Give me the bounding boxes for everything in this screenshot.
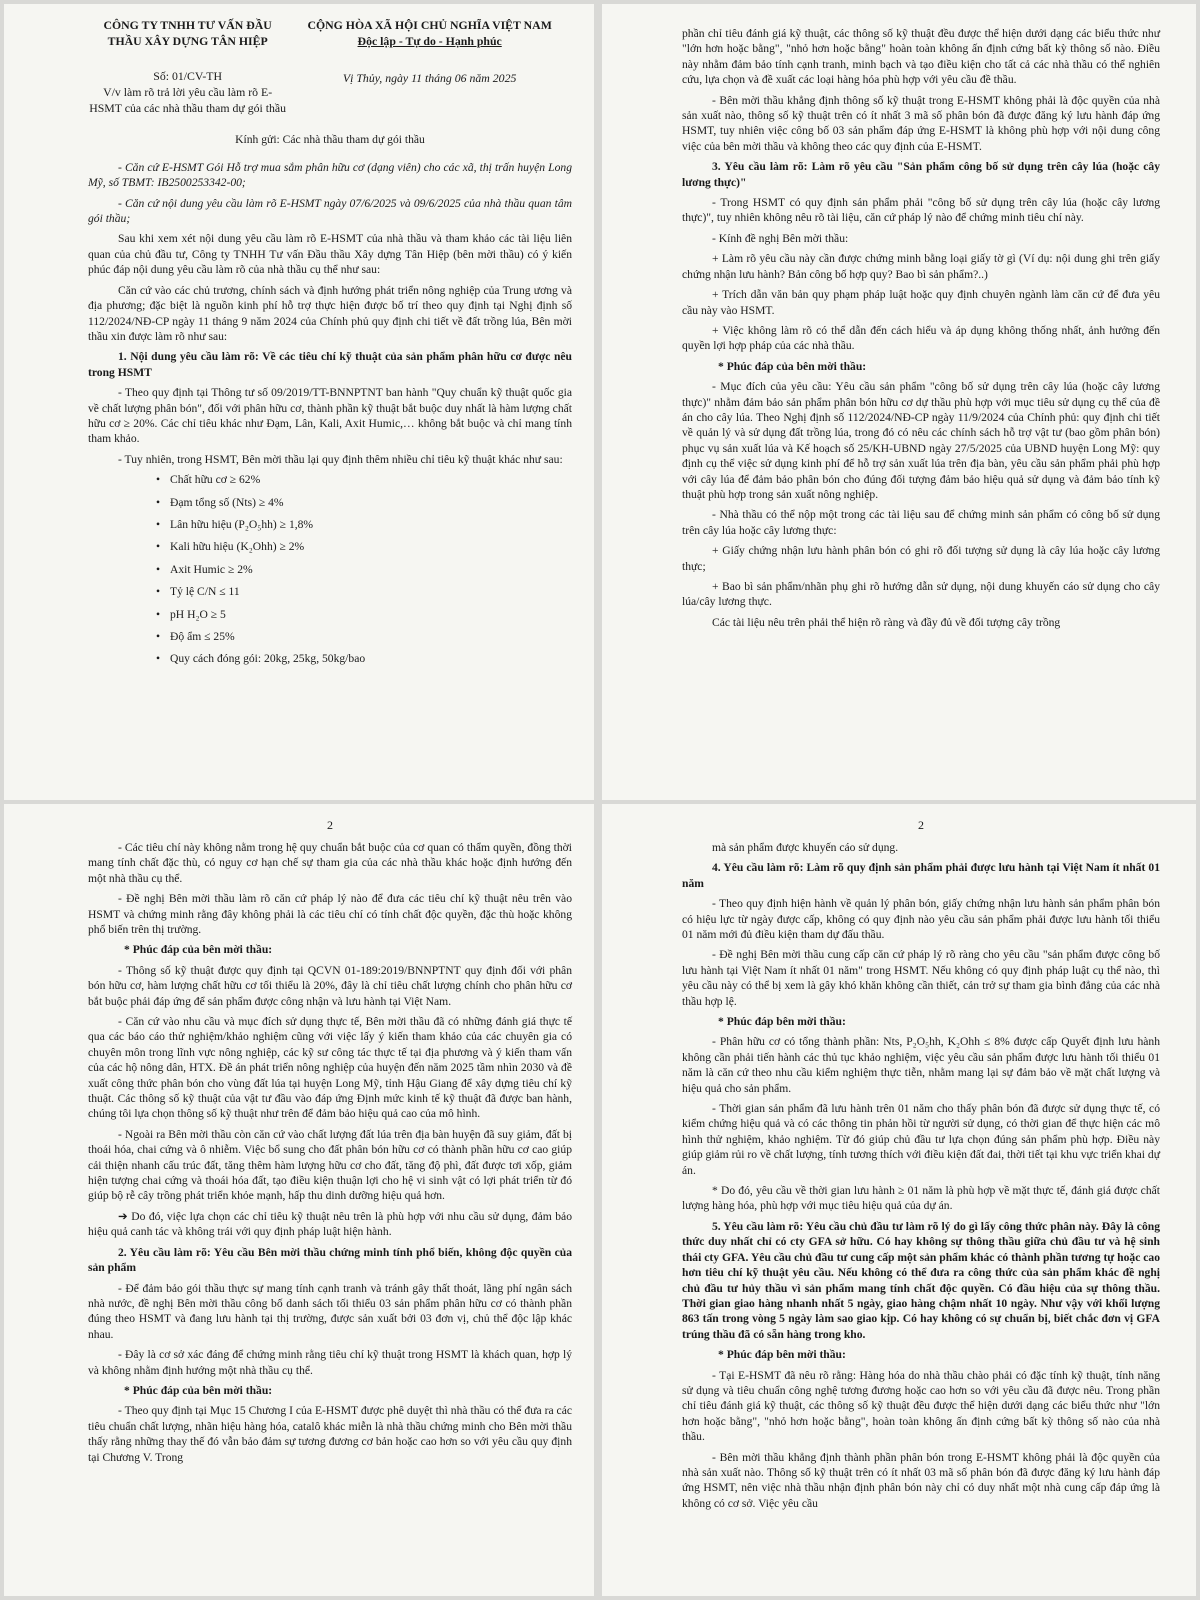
affirmation-paragraph: - Bên mời thầu khẳng định thông số kỹ thuật trong E-HSMT không phải là độc quyền của nhà sản xuất nào, thông số kỹ thuật trên có ít nhất 3 mã số phân bón đã được đăng ký lưu hành đáp ứng HSMT, tuy nhiên việc công bố 03 sản phẩm đáp ứng E-HSMT là không phù hợp với nội dung công việc của bên mời thầu và không theo các quy định của E-HSMT. [682, 93, 1160, 153]
nation-block [287, 18, 572, 116]
spec-item: • Lân hữu hiệu (P₂O₅hh) ≥ 1,8% [170, 517, 572, 532]
section-heading-2: 2. Yêu cầu làm rõ: Yêu cầu Bên mời thầu chứng minh tính phổ biến, không độc quyền của sản phẩm [88, 1245, 572, 1275]
document-page-2 [602, 4, 1196, 800]
therefore-paragraph: * Do đó, yêu cầu về thời gian lưu hành ≥ 01 năm là phù hợp về mặt thực tế, đánh giá được chất lượng hàng hóa, phù hợp với mục tiêu hiệu quả của dự án. [682, 1184, 1160, 1213]
section-heading-3: 3. Yêu cầu làm rõ: Làm rõ yêu cầu "Sản phẩm công bố sử dụng trên cây lúa (hoặc cây lương thực)" [682, 160, 1160, 189]
request-basis-paragraph: - Đề nghị Bên mời thầu làm rõ căn cứ pháp lý nào để đưa các tiêu chí kỹ thuật nêu trên vào HSMT và chứng minh rằng đây không phải là các tiêu chí có tính chất độc quyền, đặc thù hoặc không phổ biến trên thị trường. [88, 892, 572, 936]
request-paragraph: - Đề nghị Bên mời thầu cung cấp căn cứ pháp lý rõ ràng cho yêu cầu "sản phẩm được công bố lưu hành tại Việt Nam ít nhất 01 năm" trong HSMT. Nếu không có quy định pháp luật cụ thể nào, thì yêu cầu này có thể bị xem là gây khó khăn không cần thiết, cản trở sự tham gia bình đẳng của các nhà thầu hợp lệ. [682, 948, 1160, 1008]
affirmation-paragraph: - Bên mời thầu khẳng định thành phần phân bón trong E-HSMT không phải là độc quyền của nhà sản xuất nào. Thông số kỹ thuật trên có ít nhất 03 mã số phân bón đã được đăng ký lưu hành đáp ứng HSMT, nên việc nhà thầu nhận định phân bón này chỉ có duy nhất một nhà cung cấp đáp ứng là không có cơ sở. Việc yêu cầu [682, 1450, 1160, 1510]
national-motto: Độc lập - Tự do - Hạnh phúc [357, 33, 502, 48]
reply-label: * Phúc đáp của bên mời thầu: [124, 1383, 273, 1397]
spec-item: • Kali hữu hiệu (K₂Ohh) ≥ 2% [170, 539, 572, 554]
spec-item: • Chất hữu cơ ≥ 62% [170, 472, 572, 487]
document-option-2: + Bao bì sản phẩm/nhãn phụ ghi rõ hướng dẫn sử dụng, nội dung khuyến cáo sử dụng cho cây lúa/cây lương thực. [682, 580, 1160, 609]
formula-paragraph: - Phân hữu cơ có tổng thành phần: Nts, P₂O₅hh, K₂Ohh ≤ 8% được cấp Quyết định lưu hành không cần phải tiến hành các thủ tục khảo nghiệm, việc yêu cầu sản phẩm được lưu hành tối thiểu 01 năm là căn cứ theo nhu cầu kiểm nghiệm thực tiễn, nhằm mang lại sự đảm bảo về mặt chất lượng và hiệu quả cho sản phẩm. [682, 1035, 1160, 1095]
continued-paragraph: phần chỉ tiêu đánh giá kỹ thuật, các thông số kỹ thuật đều được thể hiện dưới dạng các biểu thức như "lớn hơn hoặc bằng", "nhỏ hơn hoặc bằng" hoàn toàn không ấn định cứng bất kỳ thông số nào. Điều này nhằm đảm bảo tính cạnh tranh, minh bạch và tạo điều kiện cho tất cả các nhà thầu có thể nghiên cứu, lựa chọn và đề xuất các loại hàng hóa phù hợp với yêu cầu đề thầu. [682, 27, 1160, 87]
time-paragraph: - Thời gian sản phẩm đã lưu hành trên 01 năm cho thấy phân bón đã được sử dụng thực tế, có kiểm chứng hiệu quả và có các thông tin phản hồi từ người sử dụng, có thời gian để thực hiện các mô hình thử nghiệm, khảo nghiệm. Từ đó giúp chủ đầu tư lựa chọn đúng sản phẩm phù hợp. Điều này giúp giảm rủi ro về chất lượng, tính tương thích với điều kiện đất đai, thời tiết tại khu vực triển khai dự án. [682, 1102, 1160, 1177]
company-block [88, 18, 287, 116]
spec-item: • Đạm tổng số (Nts) ≥ 4% [170, 495, 572, 510]
basis-paragraph: - Đây là cơ sở xác đáng để chứng minh rằng tiêu chí kỹ thuật trong HSMT là khách quan, hợp lý và không nhằm định hướng một nhà thầu cụ thể. [88, 1348, 572, 1377]
greeting: Kính gửi: Các nhà thầu tham dự gói thầu [235, 133, 425, 147]
however-paragraph: - Tuy nhiên, trong HSMT, Bên mời thầu lại quy định thêm nhiều chỉ tiêu kỹ thuật khác như sau: [118, 452, 563, 466]
intro-paragraph: Sau khi xem xét nội dung yêu cầu làm rõ E-HSMT của nhà thầu và tham khảo các tài liệu liên quan của chủ đầu tư, Công ty TNHH Tư vấn Đầu thầu Xây dựng Tân Hiệp (bên mời thầu) có ý kiến phúc đáp nội dung yêu cầu làm rõ của nhà thầu cụ thể như sau: [88, 232, 572, 277]
letter-date: Vị Thủy, ngày 11 tháng 06 năm 2025 [342, 71, 517, 86]
section-heading-5: 5. Yêu cầu làm rõ: Yêu cầu chủ đầu tư làm rõ lý do gì lấy công thức phân này. Đây là công thức duy nhất chỉ có cty GFA sở hữu. Có hay không sự thông thầu giữa chủ đầu tư và hệ sinh thái cty GFA. Yêu cầu chủ đầu tư cung cấp một sản phẩm khác có thành phần tương tự hoặc cao hơn tiêu chí kỹ thuật yêu cầu. Nếu không có thể đưa ra công thức của sản phẩm khác đề nghị chủ đầu tư hủy thầu vì sản phẩm mang tính chất độc quyền. Có đầu hiệu của sự thông thầu. Thời gian giao hàng nhanh nhất 5 ngày, giao hàng chậm nhất 10 ngày. Như vậy với khối lượng 863 tấn trong vòng 5 ngày làm sao giao kịp. Có hay không có sự chuẩn bị, biết chắc đơn vị GFA trúng thầu đã có sẵn hàng trong kho. [682, 1219, 1160, 1341]
section15-paragraph: - Theo quy định tại Mục 15 Chương I của E-HSMT được phê duyệt thì nhà thầu có thể đưa ra các tiêu chuẩn chất lượng, nhãn hiệu hàng hóa, catalô khác miễn là nhà thầu chứng minh cho Bên mời thầu thấy rằng những thay thế đó vẫn bảo đảm sự tương đương cơ bản hoặc cao hơn so với yêu cầu quy định tại Chương V. Trong [88, 1404, 572, 1464]
documents-clarity-paragraph: Các tài liệu nêu trên phải thể hiện rõ ràng và đầy đủ về đối tượng cây trồng [712, 615, 1061, 629]
spec-item: • Axit Humic ≥ 2% [170, 562, 572, 577]
subject-line: V/v làm rõ trả lời yêu cầu làm rõ E-HSMT của các nhà thầu tham dự gói thầu [89, 85, 287, 115]
context-paragraph: Căn cứ vào các chủ trương, chính sách và định hướng phát triển nông nghiệp của Trung ương và địa phương; đặc biệt là nguồn kinh phí hỗ trợ thực hiện được bố trí theo quy định tại Nghị định số 112/2024/NĐ-CP ngày 11 tháng 9 năm 2024 của Chính phủ quy định chi tiết về đất trồng lúa, Bên mời thầu xin được làm rõ như sau: [88, 283, 572, 343]
reply-label: * Phúc đáp bên mời thầu: [718, 1015, 846, 1029]
not-mandatory-paragraph: - Các tiêu chí này không nằm trong hệ quy chuẩn bắt buộc của cơ quan có thẩm quyền, đồng thời mang tính chất đặc thù, có nguy cơ hạn chế sự tham gia của các nhà thầu khác hoặc định hướng đến một nhà thầu cụ thể. [88, 840, 572, 885]
qcvn-paragraph: - Thông số kỹ thuật được quy định tại QCVN 01-189:2019/BNNPTNT quy định đối với phân bón hữu cơ, hàm lượng chất hữu cơ tối thiểu là 20%, đây là chỉ tiêu chất lượng chính cho phân hữu cơ bắt buộc phải đáp ứng để sản phẩm được công nhận và lưu hành tại Việt Nam. [88, 963, 572, 1008]
document-option-1: + Giấy chứng nhận lưu hành phân bón có ghi rõ đối tượng sử dụng là cây lúa hoặc cây lương thực; [682, 544, 1160, 573]
document-page-1 [4, 4, 594, 800]
request-item-1: + Làm rõ yêu cầu này cần được chứng minh bằng loại giấy tờ gì (Ví dụ: nội dung ghi trên giấy chứng nhận lưu hành? Bản công bố hợp quy? Bao bì sản phẩm?..) [682, 252, 1160, 281]
spec-item: • Tỷ lệ C/N ≤ 11 [170, 584, 572, 599]
company-name-line1: CÔNG TY TNHH TƯ VẤN ĐẦU [103, 18, 272, 32]
request-item-2: + Trích dẫn văn bản quy phạm pháp luật hoặc quy định chuyên ngành làm căn cứ để đưa yêu cầu này vào HSMT. [682, 288, 1160, 317]
reply-label: * Phúc đáp của bên mời thầu: [718, 359, 867, 373]
section-heading-1: 1. Nội dung yêu cầu làm rõ: Về các tiêu chí kỹ thuật của sản phẩm phân hữu cơ được nêu trong HSMT [88, 350, 572, 379]
legal-basis-1: - Căn cứ E-HSMT Gói Hỗ trợ mua sắm phân hữu cơ (dạng viên) cho các xã, thị trấn huyện Long Mỹ, số TBMT: IB2500253342-00; [88, 160, 572, 190]
continued-paragraph: mà sản phẩm được khuyến cáo sử dụng. [712, 840, 899, 854]
needs-paragraph: - Căn cứ vào nhu cầu và mục đích sử dụng thực tế, Bên mời thầu đã có những đánh giá thực tế qua các báo cáo thử nghiệm/khảo nghiệm cũng với việc lấy ý kiến tham khảo của các chuyên gia có chuyên môn trong lĩnh vực nông nghiệp, các kỹ sư công tác thực tế tại địa phương và ý kiến tham vấn của các hộ nông dân, HTX. Đề án phát triển nông nghiệp của huyện đến năm 2025 tầm nhìn 2030 và đề xuất công thức phân bón cho vùng đất lúa tại huyện Long Mỹ, tỉnh Hậu Giang để xây dựng tiêu chí kỹ thuật. Các thông số kỹ thuật của vật tư đầu vào đáp ứng Định mức kinh tế kỹ thuật đã được ban hành, chúng tôi lựa chọn thông số kỹ thuật như trên để đảm bảo hiệu quả cao của mô hình. [88, 1015, 572, 1121]
document-page-4 [602, 804, 1196, 1596]
document-page-3 [4, 804, 594, 1596]
reference-number: Số: 01/CV-TH [153, 69, 223, 84]
section-heading-4: 4. Yêu cầu làm rõ: Làm rõ quy định sản phẩm phải được lưu hành tại Việt Nam ít nhất 01 năm [682, 861, 1160, 890]
purpose-paragraph: - Mục đích của yêu cầu: Yêu cầu sản phẩm "công bố sử dụng trên cây lúa (hoặc cây lương thực)" nhằm đảm bảo sản phẩm phân bón hữu cơ dự thầu phù hợp với mục tiêu sử dụng cụ thể của đề án cho cây lúa. Theo Nghị định số 112/2024/NĐ-CP ngày 11/9/2024 của Chính phủ: quy định chi tiết về quản lý và sử dụng đất trồng lúa, trong đó có nêu các chính sách hỗ trợ vật tư (bao gồm phân bón) phục vụ sản xuất lúa và Kế hoạch số 25/KH-UBND ngày 27/5/2025 của UBND huyện Long Mỹ: quy định cụ thể việc sử dụng kinh phí để hỗ trợ sản xuất lúa trên địa bàn, yêu cầu sản phẩm phải phù hợp với cây lúa để đảm bảo phân bón cho đúng đối tượng đảm bảo hiệu quả sử dụng và đảm bảo tính kỹ thuật phù hợp trong sản xuất nông nghiệp. [682, 380, 1160, 501]
hsmt-paragraph: - Trong HSMT có quy định sản phẩm phải "công bố sử dụng trên cây lúa (hoặc cây lương thực)", tuy nhiên không nêu rõ tài liệu, căn cứ pháp lý nào để chứng minh tiêu chí này. [682, 196, 1160, 225]
law-paragraph: - Theo quy định hiện hành về quản lý phân bón, giấy chứng nhận lưu hành sản phẩm phân bón có hiệu lực từ ngày được cấp, không có quy định nào yêu cầu sản phẩm phải được lưu hành tối thiểu 01 năm mới đủ điều kiện tham dự đấu thầu. [682, 897, 1160, 941]
reply-label: * Phúc đáp của bên mời thầu: [124, 943, 273, 957]
spec-item: • Độ ẩm ≤ 25% [170, 629, 572, 644]
reply-label: * Phúc đáp bên mời thầu: [718, 1348, 846, 1362]
soil-paragraph: - Ngoài ra Bên mời thầu còn căn cứ vào chất lượng đất lúa trên địa bàn huyện đã suy giảm, đất bị thoái hóa, chai cứng và ô nhiễm. Việc bổ sung cho đất phân bón hữu cơ có thành phần hữu cơ cao giúp cải thiện nhanh cấu trúc đất, tăng thêm hàm lượng hữu cơ cho đất, tăng độ phì, đất được tơi xốp, giảm hiện tượng chai cứng và thoái hóa đất, tạo điều kiện thuận lợi cho hệ vi sinh vật có lợi phát triển từ đó giúp bộ rễ cây trồng phát triển khỏe mạnh, hấp thu dinh dưỡng hiệu quả hơn. [88, 1127, 572, 1203]
request-item-3: + Việc không làm rõ có thể dẫn đến cách hiểu và áp dụng không thống nhất, ảnh hưởng đến quyền lợi hợp pháp của các nhà thầu. [682, 323, 1160, 353]
submit-paragraph: - Nhà thầu có thể nộp một trong các tài liệu sau để chứng minh sản phẩm có công bố sử dụng trên cây lúa hoặc cây lương thực: [682, 508, 1160, 537]
ehsmt-paragraph: - Tại E-HSMT đã nêu rõ rằng: Hàng hóa do nhà thầu chào phải có đặc tính kỹ thuật, tính năng sử dụng và tiêu chuẩn công nghệ tương đương hoặc cao hơn so với yêu cầu đã được nêu. Trong phần chỉ tiêu đánh giá kỹ thuật, các thông số kỹ thuật đều được thể hiện dưới dạng các biểu thức như "lớn hơn hoặc bằng", "nhỏ hơn hoặc bằng", hoàn toàn không ấn định cứng bất kỳ thông số nào của nhà thầu. [682, 1368, 1160, 1444]
conclusion-paragraph: ➔ Do đó, việc lựa chọn các chỉ tiêu kỹ thuật nêu trên là phù hợp với nhu cầu sử dụng, đảm bảo hiệu quả canh tác và không trái với quy định pháp luật hiện hành. [88, 1209, 572, 1239]
page-number: 2 [327, 818, 333, 832]
spec-item: • Quy cách đóng gói: 20kg, 25kg, 50kg/bao [170, 651, 572, 666]
nation-name: CỘNG HÒA XÃ HỘI CHỦ NGHĨA VIỆT NAM [307, 18, 552, 32]
legal-basis-2: - Căn cứ nội dung yêu cầu làm rõ E-HSMT ngày 07/6/2025 và 09/6/2025 của nhà thầu quan tâm gói thầu; [88, 196, 572, 226]
circular-paragraph: - Theo quy định tại Thông tư số 09/2019/TT-BNNPTNT ban hành "Quy chuẩn kỹ thuật quốc gia về chất lượng phân bón", đối với phân hữu cơ, thành phần kỹ thuật bắt buộc duy nhất là hàm lượng chất hữu cơ ≥ 20%. Các chỉ tiêu khác như Đạm, Lân, Kali, Axit Humic,… không bắt buộc và chỉ mang tính tham khảo. [88, 386, 572, 446]
page-number: 2 [918, 818, 924, 832]
competition-paragraph: - Để đảm bảo gói thầu thực sự mang tính cạnh tranh và tránh gây thất thoát, lãng phí ngân sách nhà nước, đề nghị Bên mời thầu công bố danh sách tối thiểu 03 sản phẩm phân hữu cơ có thành phần đúng theo HSMT và đang lưu hành tại thị trường, được sản xuất bởi 03 đơn vị, chủ thể độc lập khác nhau. [88, 1281, 572, 1341]
spec-item: • pH H₂O ≥ 5 [170, 607, 572, 622]
company-name-line2: THẦU XÂY DỰNG TÂN HIỆP [107, 33, 268, 48]
letter-header [88, 18, 572, 116]
request-paragraph: - Kính đề nghị Bên mời thầu: [712, 231, 849, 245]
technical-spec-list [88, 472, 572, 667]
